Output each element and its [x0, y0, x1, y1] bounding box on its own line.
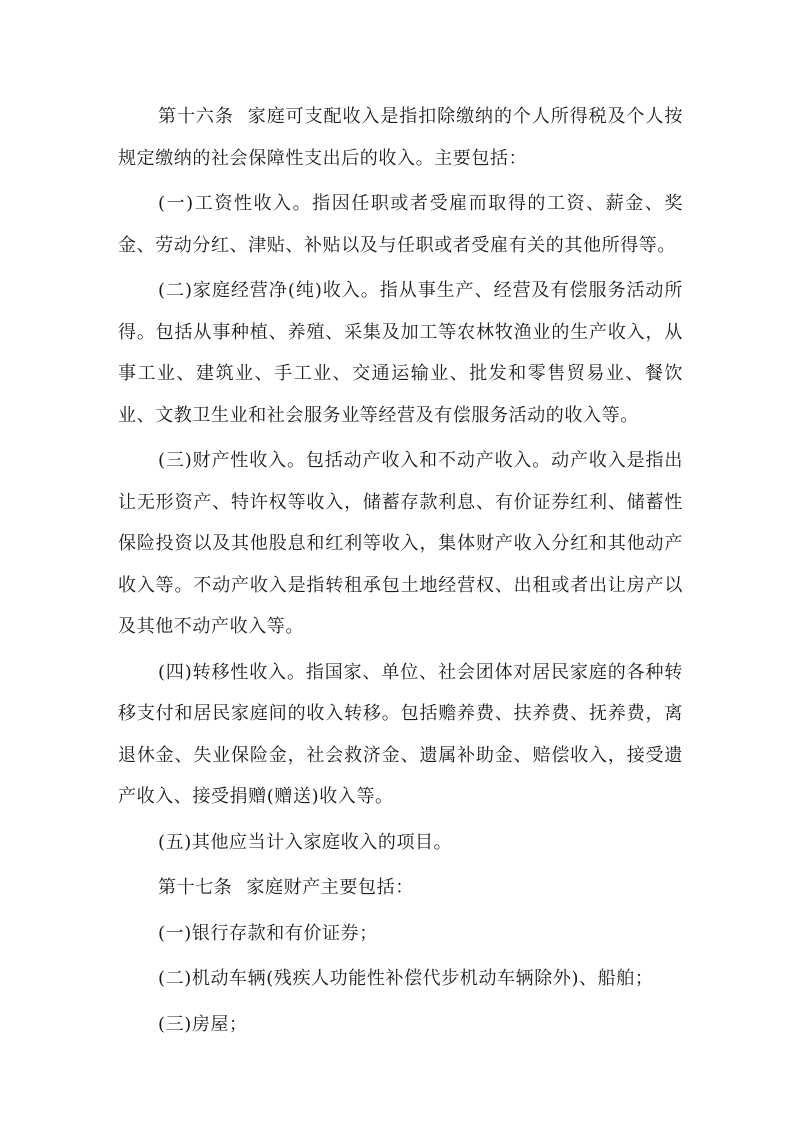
- income-item-2-paragraph: [118, 270, 683, 436]
- article-17-paragraph: [118, 867, 683, 909]
- income-item-5-paragraph: [118, 822, 683, 864]
- article-16-paragraph: [118, 96, 683, 179]
- income-item-1-paragraph: [118, 183, 683, 266]
- property-item-3-text: (三)房屋；: [158, 1013, 248, 1035]
- income-item-4-paragraph: [118, 652, 683, 818]
- property-item-2-text: (二)机动车辆(残疾人功能性补偿代步机动车辆除外)、船舶；: [158, 968, 654, 989]
- income-item-3-text: (三)财产性收入。包括动产收入和不动产收入。动产收入是指出让无形资产、特许权等收入，储蓄存款利息、有价证券红利、储蓄性保险投资以及其他股息和红利等收入，集体财产收入分红和其他动产收入等。不动产收入是指转租承包土地经营权、出租或者出让房产以及其他不动产收入等。: [118, 450, 683, 637]
- property-item-1-paragraph: [118, 913, 683, 955]
- income-item-4-text: (四)转移性收入。指国家、单位、社会团体对居民家庭的各种转移支付和居民家庭间的收入转移。包括赡养费、扶养费、抚养费，离退休金、失业保险金，社会救济金、遗属补助金、赔偿收入，接受遗产收入、接受捐赠(赠送)收入等。: [118, 661, 683, 807]
- property-item-3-paragraph: [118, 1004, 683, 1046]
- property-item-1-text: (一)银行存款和有价证券；: [158, 922, 378, 944]
- income-item-1-text: (一)工资性收入。指因任职或者受雇而取得的工资、薪金、奖金、劳动分红、津贴、补贴以及与任职或者受雇有关的其他所得等。: [118, 193, 683, 256]
- income-item-3-paragraph: [118, 440, 683, 648]
- document-body: [118, 96, 683, 1049]
- property-item-2-paragraph: [118, 958, 683, 1000]
- article-17-heading: 第十七条: [158, 877, 233, 898]
- article-17-text: 家庭财产主要包括：: [246, 877, 414, 898]
- article-16-text: 家庭可支配收入是指扣除缴纳的个人所得税及个人按规定缴纳的社会保障性支出后的收入。主要包括：: [118, 106, 683, 169]
- article-16-heading: 第十六条: [158, 106, 234, 127]
- income-item-2-text: (二)家庭经营净(纯)收入。指从事生产、经营及有偿服务活动所得。包括从事种植、养殖、采集及加工等农林牧渔业的生产收入，从事工业、建筑业、手工业、交通运输业、批发和零售贸易业、餐饮业、文教卫生业和社会服务业等经营及有偿服务活动的收入等。: [118, 280, 683, 426]
- income-item-5-text: (五)其他应当计入家庭收入的项目。: [158, 831, 453, 853]
